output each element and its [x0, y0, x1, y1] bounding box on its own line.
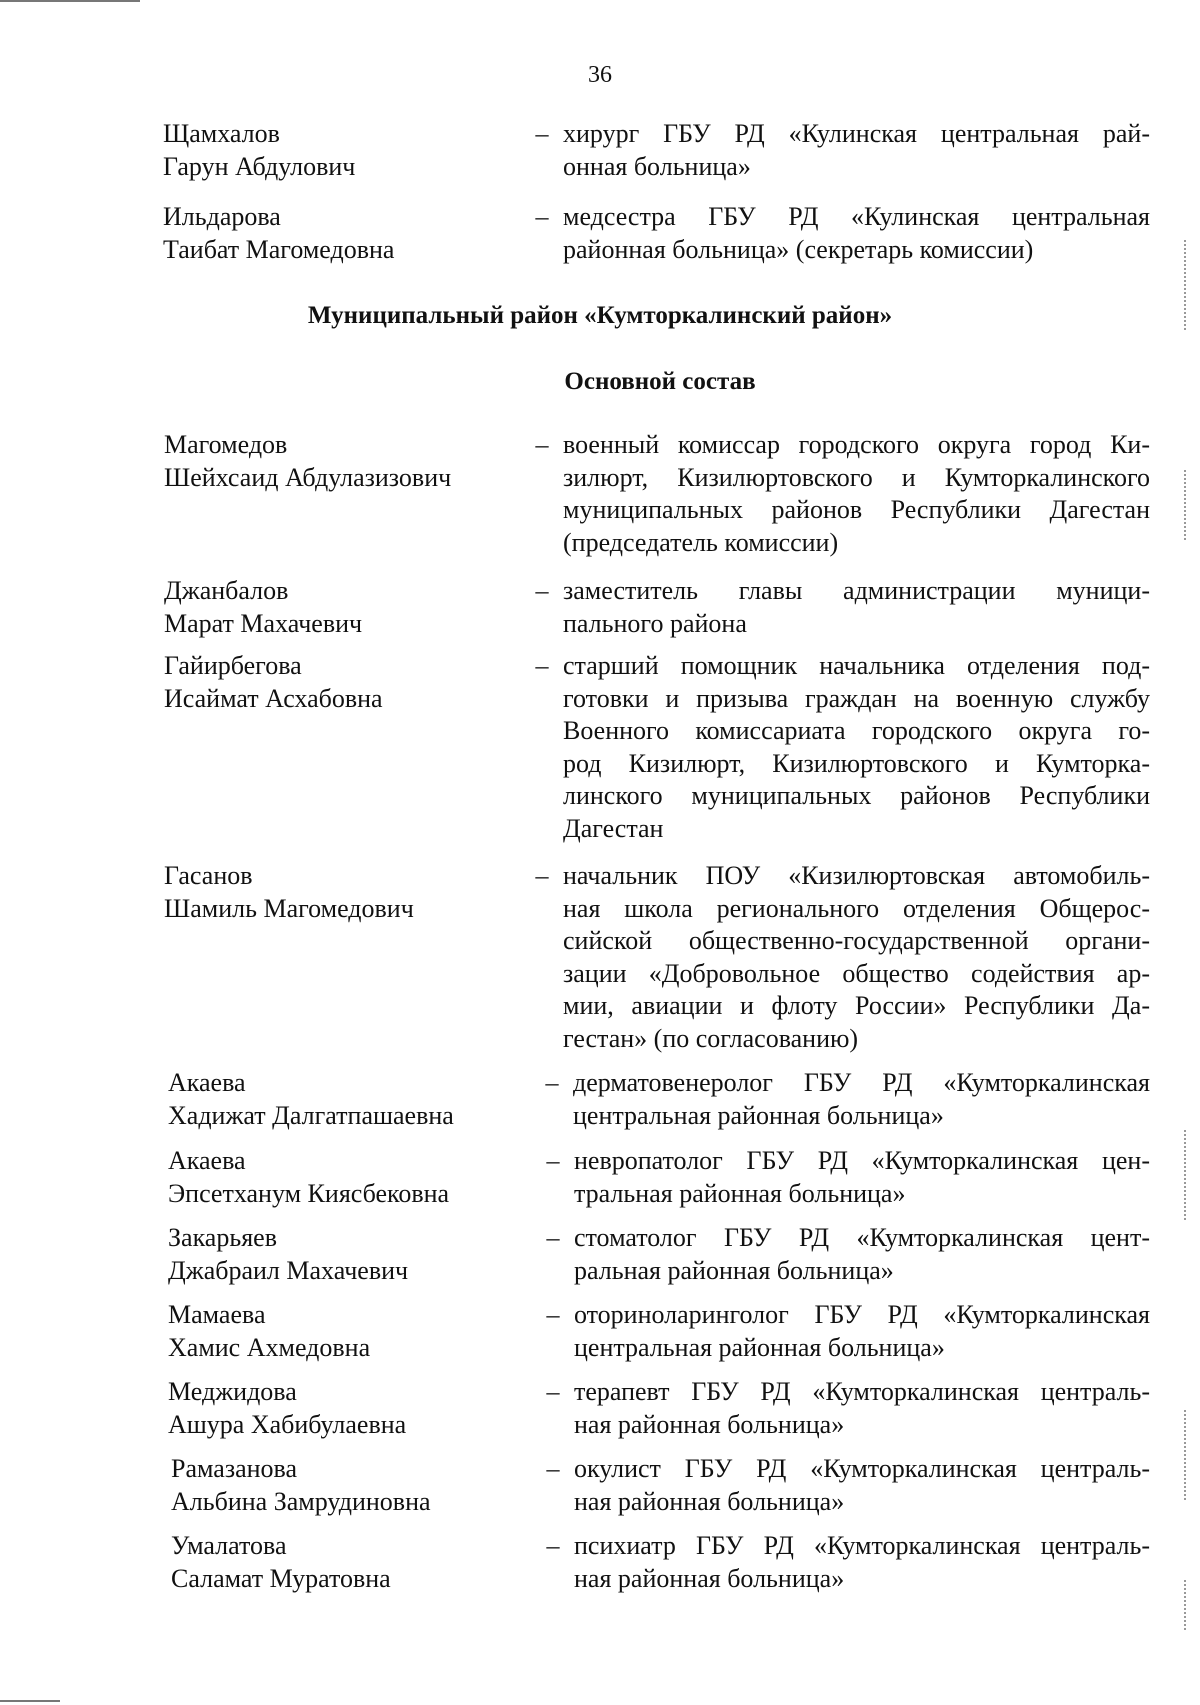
member-name: [168, 1376, 508, 1441]
member-name: [171, 1453, 511, 1518]
member-role-line: сийской общественно-государственной органи-: [563, 926, 1150, 955]
dash-separator: –: [545, 1068, 559, 1097]
member-name: [168, 1145, 508, 1210]
member-role-line: онная больница»: [563, 151, 751, 181]
member-role-line: линского муниципальных районов Республики: [563, 781, 1150, 810]
dash-separator: –: [546, 1531, 560, 1560]
dash-separator: –: [535, 651, 549, 680]
dash-separator: –: [546, 1300, 560, 1329]
section-title: Муниципальный район «Кумторкалинский район»: [307, 302, 893, 329]
member-role-line: заместитель главы администрации муници-: [563, 576, 1150, 605]
dash-separator: –: [546, 1377, 560, 1406]
member-role-line: гестан» (по согласованию): [563, 1023, 859, 1053]
scan-edge-dots: [1182, 1580, 1186, 1630]
scan-edge-line: [0, 0, 140, 2]
member-name: [168, 1299, 508, 1364]
member-role: [574, 1376, 1150, 1441]
member-role: [563, 429, 1150, 559]
dash-separator: –: [546, 1146, 560, 1175]
member-given-name: Исаймат Асхабовна: [164, 683, 383, 713]
member-role-line: Военного комиссариата городского округа го-: [563, 716, 1150, 745]
member-role-line: зации «Добровольное общество содействия ар-: [563, 958, 1150, 988]
member-surname: Щамхалов: [163, 119, 280, 148]
member-given-name: Таибат Магомедовна: [163, 234, 395, 264]
member-given-name: Альбина Замрудиновна: [171, 1486, 431, 1516]
member-role-line: районная больница» (секретарь комиссии): [563, 234, 1034, 264]
member-name: [164, 575, 504, 640]
member-name: [164, 650, 504, 715]
member-role-line: невропатолог ГБУ РД «Кумторкалинская цен-: [574, 1146, 1150, 1175]
scan-edge-dots: [1182, 1130, 1186, 1220]
page-number: 36: [588, 62, 612, 88]
member-role-line: психиатр ГБУ РД «Кумторкалинская централь-: [574, 1531, 1150, 1560]
scan-edge-line: [0, 1700, 60, 1702]
member-surname: Акаева: [168, 1146, 246, 1175]
dash-separator: –: [546, 1454, 560, 1483]
member-role-line: военный комиссар городского округа город Ки-: [563, 430, 1150, 459]
dash-separator: –: [546, 1223, 560, 1252]
member-role-line: Дагестан: [563, 813, 664, 843]
member-role: [574, 1530, 1150, 1595]
member-given-name: Гарун Абдулович: [163, 151, 356, 181]
member-role-line: ная школа регионального отделения Общерос-: [563, 893, 1150, 923]
member-name: [164, 860, 504, 925]
member-given-name: Ашура Хабибулаевна: [168, 1409, 407, 1439]
member-role-line: ная районная больница»: [574, 1563, 845, 1593]
member-role-line: центральная районная больница»: [574, 1332, 945, 1362]
member-role-line: ральная районная больница»: [574, 1255, 894, 1285]
member-role-line: медсестра ГБУ РД «Кулинская центральная: [563, 202, 1150, 231]
member-surname: Мамаева: [168, 1300, 266, 1329]
member-name: [168, 1067, 508, 1132]
member-given-name: Хадижат Далгатпашаевна: [168, 1100, 454, 1130]
member-role-line: окулист ГБУ РД «Кумторкалинская централь-: [574, 1454, 1150, 1483]
scan-edge-dots: [1182, 1410, 1186, 1500]
member-role-line: мии, авиации и флоту России» Республики Да-: [563, 991, 1150, 1020]
member-surname: Акаева: [168, 1068, 246, 1097]
member-given-name: Шейхсаид Абдулазизович: [164, 462, 452, 492]
member-given-name: Саламат Муратовна: [171, 1563, 391, 1593]
member-role-line: тральная районная больница»: [574, 1178, 906, 1208]
member-surname: Закарьяев: [168, 1223, 277, 1252]
member-role-line: муниципальных районов Республики Дагестан: [563, 495, 1150, 524]
member-role-line: готовки и призыва граждан на военную службу: [563, 683, 1150, 713]
subsection-title: Основной состав: [564, 368, 756, 395]
member-role-line: пального района: [563, 608, 747, 638]
member-role: [563, 860, 1150, 1055]
member-surname: Магомедов: [164, 430, 288, 459]
dash-separator: –: [535, 430, 549, 459]
member-name: [163, 201, 503, 266]
member-role: [574, 1299, 1150, 1364]
dash-separator: –: [535, 861, 549, 890]
scan-edge-dots: [1182, 470, 1186, 540]
member-surname: Меджидова: [168, 1377, 297, 1406]
member-role-line: центральная районная больница»: [573, 1100, 944, 1130]
member-role-line: оториноларинголог ГБУ РД «Кумторкалинская: [574, 1300, 1150, 1329]
member-role-line: начальник ПОУ «Кизилюртовская автомобиль-: [563, 861, 1150, 890]
dash-separator: –: [535, 576, 549, 605]
dash-separator: –: [535, 119, 549, 148]
member-role-line: старший помощник начальника отделения под-: [563, 651, 1150, 680]
member-role: [563, 118, 1150, 183]
member-role-line: (председатель комиссии): [563, 527, 839, 557]
member-role: [563, 201, 1150, 266]
member-name: [163, 118, 503, 183]
member-given-name: Марат Махачевич: [164, 608, 363, 638]
member-given-name: Джабраил Махачевич: [168, 1255, 409, 1285]
member-surname: Умалатова: [171, 1531, 287, 1560]
dash-separator: –: [535, 202, 549, 231]
member-role: [563, 650, 1150, 845]
member-role: [574, 1453, 1150, 1518]
member-role-line: дерматовенеролог ГБУ РД «Кумторкалинская: [573, 1068, 1150, 1097]
member-given-name: Шамиль Магомедович: [164, 893, 414, 923]
member-surname: Гасанов: [164, 861, 253, 890]
member-role: [574, 1222, 1150, 1287]
member-role: [573, 1067, 1150, 1132]
member-given-name: Хамис Ахмедовна: [168, 1332, 371, 1362]
member-role: [574, 1145, 1150, 1210]
member-name: [171, 1530, 511, 1595]
member-role-line: зилюрт, Кизилюртовского и Кумторкалинского: [563, 462, 1150, 492]
member-role-line: ная районная больница»: [574, 1409, 845, 1439]
member-role-line: род Кизилюрт, Кизилюртовского и Кумторка-: [563, 748, 1150, 778]
member-surname: Джанбалов: [164, 576, 289, 605]
member-name: [164, 429, 504, 494]
member-name: [168, 1222, 508, 1287]
member-given-name: Эпсетханум Киясбековна: [168, 1178, 450, 1208]
member-role-line: терапевт ГБУ РД «Кумторкалинская централь-: [574, 1377, 1150, 1406]
member-surname: Гайирбегова: [164, 651, 302, 680]
member-role-line: ная районная больница»: [574, 1486, 845, 1516]
member-surname: Ильдарова: [163, 202, 281, 231]
member-role: [563, 575, 1150, 640]
member-role-line: стоматолог ГБУ РД «Кумторкалинская цент-: [574, 1223, 1150, 1252]
member-role-line: хирург ГБУ РД «Кулинская центральная рай-: [563, 119, 1150, 148]
member-surname: Рамазанова: [171, 1454, 298, 1483]
